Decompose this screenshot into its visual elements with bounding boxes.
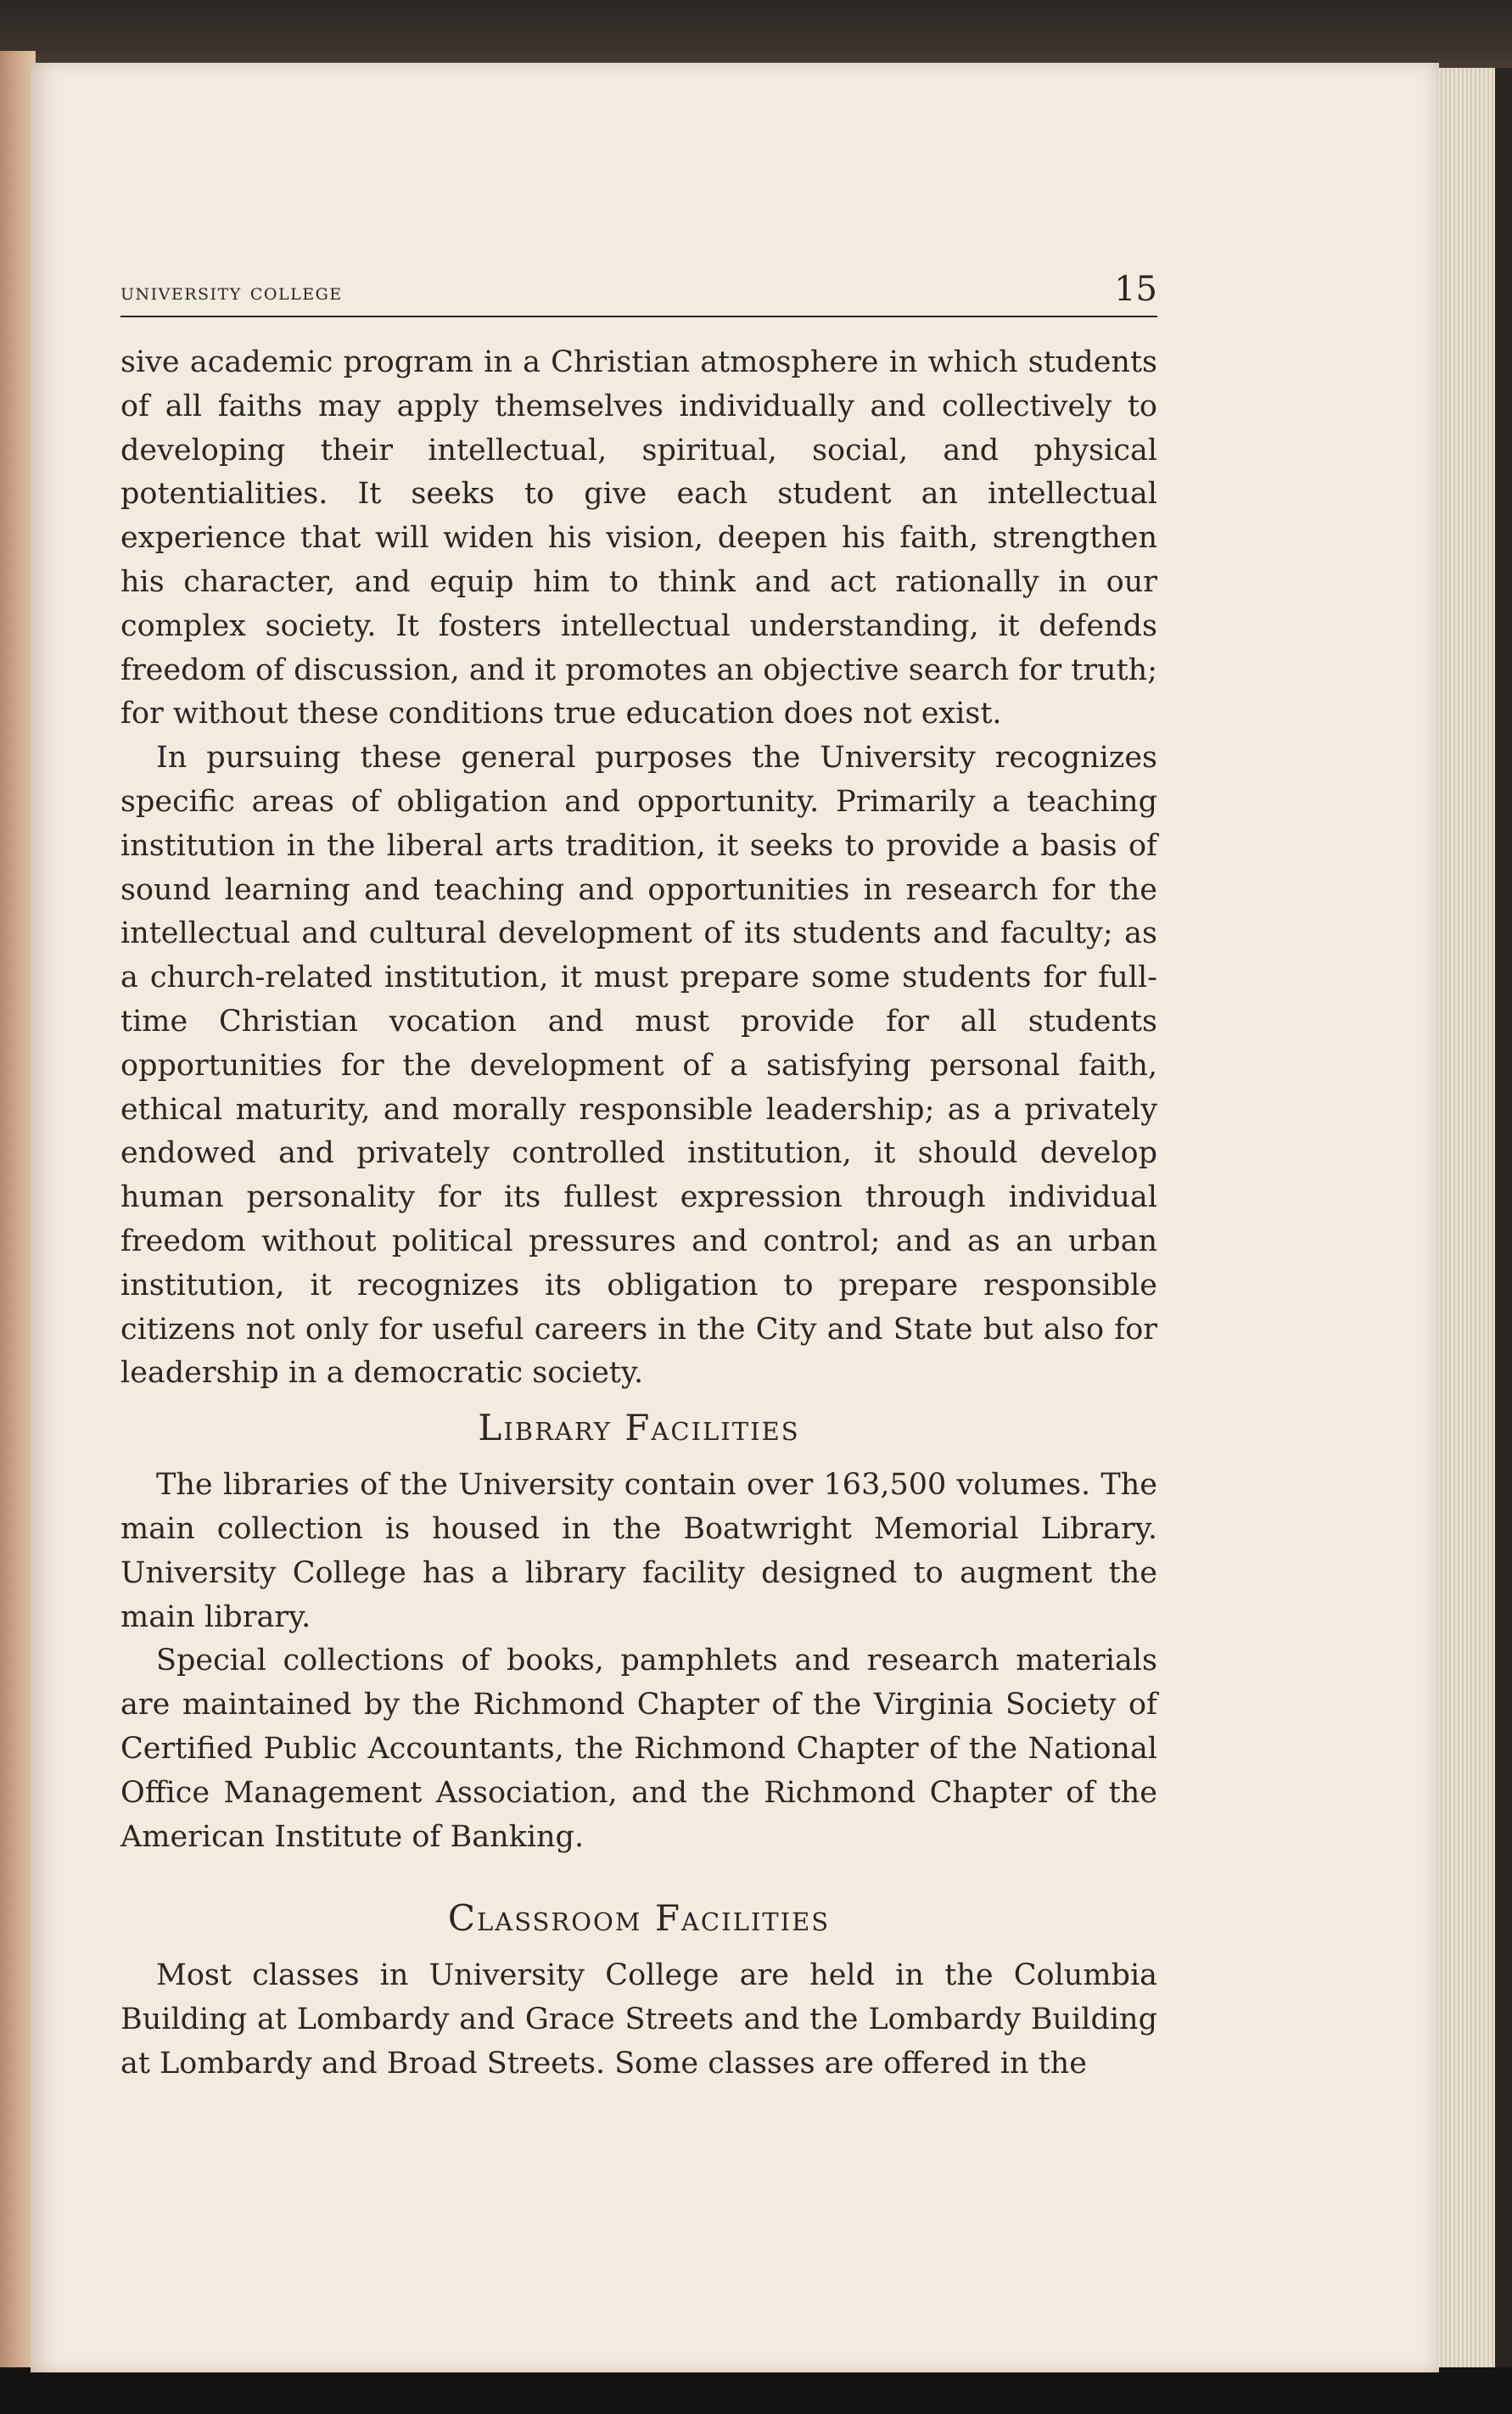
paragraph-classes: Most classes in University College are held in the Columbia Building at Lombardy and Grace Streets and the Lombardy Building at Lombardy and Broad Streets. Some classes are offered in the (120, 1958, 1157, 2081)
scan-background (0, 2367, 1512, 2414)
book-cover-top (0, 0, 1512, 68)
running-head (120, 272, 1157, 317)
page-content (120, 272, 1157, 2086)
running-title: university college (120, 279, 343, 305)
page-edges (1434, 68, 1495, 2374)
heading-library-facilities: Library Facilities (478, 1407, 800, 1449)
heading-classroom-facilities: Classroom Facilities (447, 1897, 831, 1940)
paragraph-purposes: In pursuing these general purposes the University recognizes specific areas of obligation and opportunity. Primarily a teaching institution in the liberal arts tradition, it seeks to provide a basis of sound learning and teaching and opportunities in research for the intellectual and cultural development of its students and faculty; as a church-related institution, it must prepare some students for full-time Christian vocation and must provide for all students opportunities for the development of a satisfying personal faith, ethical maturity, and morally responsible leadership; as a privately endowed and privately controlled institution, it should develop human personality for its fullest expression through individual freedom without political pressures and control; and as an urban institution, it recognizes its obligation to prepare responsible citizens not only for useful careers in the City and State but also for leadership in a democratic society. (120, 741, 1157, 1391)
page-number: 15 (1114, 270, 1157, 309)
paragraph-continued: sive academic program in a Christian atmosphere in which students of all faiths may apply themselves individually and collectively to developing their intellectual, spiritual, social, and physical potentialities. It seeks to give each student an intellectual experience that will widen his vision, deepen his faith, strengthen his character, and equip him to think and act rationally in our complex society. It fosters intellectual understanding, it defends freedom of discussion, and it promotes an objective search for truth; for without these conditions true education does not exist. (120, 345, 1157, 731)
paragraph-special-collections: Special collections of books, pamphlets and research materials are maintained by the Richmond Chapter of the Virginia Society of Certified Public Accountants, the Richmond Chapter of the National Office Management Association, and the Richmond Chapter of the American Institute of Banking. (120, 1644, 1157, 1854)
book-cover-edge (1495, 68, 1512, 2374)
paragraph-libraries: The libraries of the University contain over 163,500 volumes. The main collection is housed in the Boatwright Memorial Library. University College has a library facility designed to augment the main library. (120, 1468, 1157, 1634)
